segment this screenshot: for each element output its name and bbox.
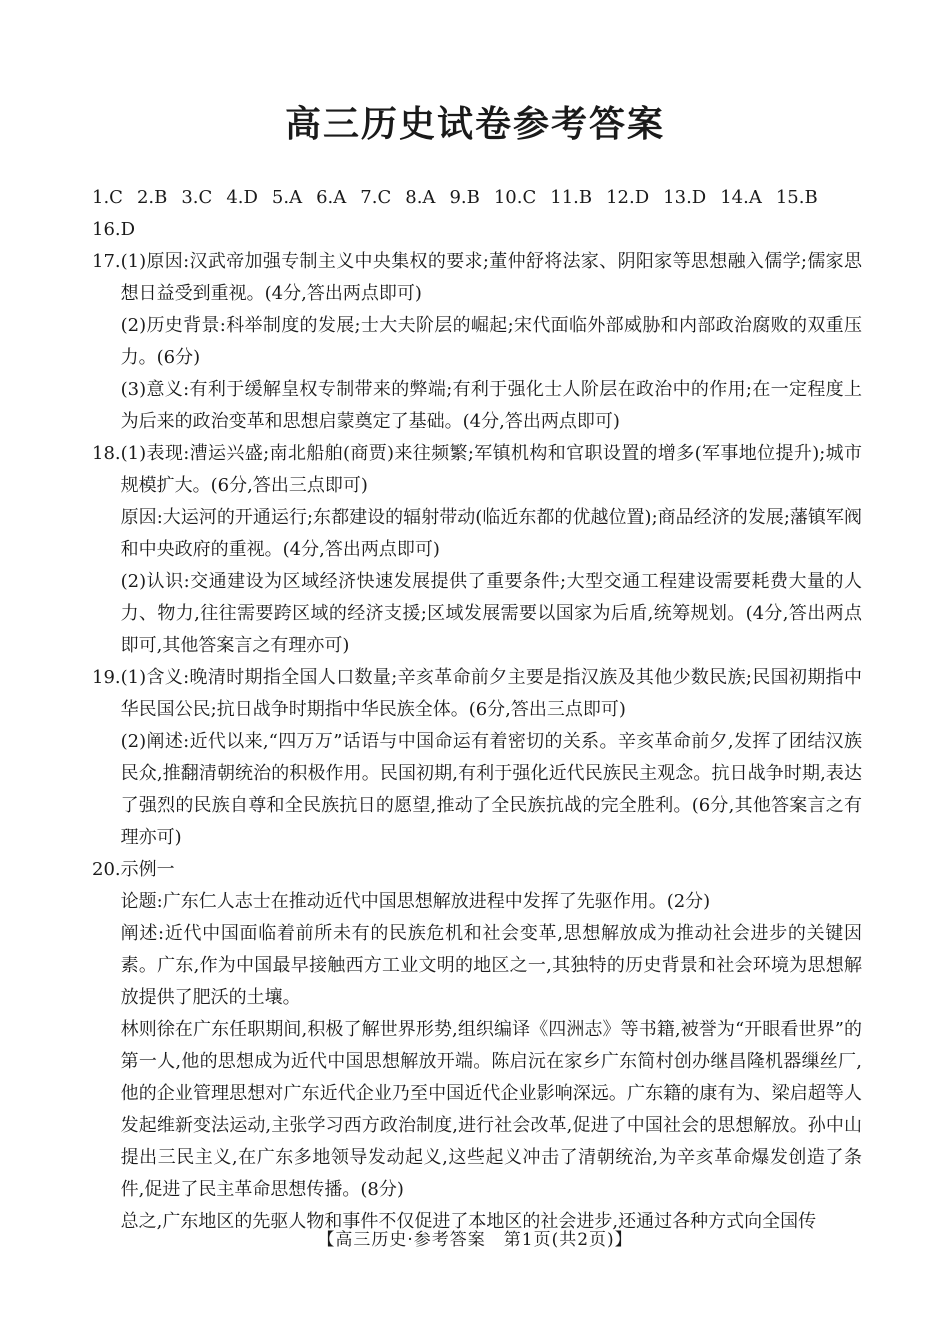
choice-answer: 5.A bbox=[271, 187, 303, 208]
choice-answer: 16.D bbox=[92, 219, 136, 240]
answer-paragraph: (3)意义:有利于缓解皇权专制带来的弊端;有利于强化士人阶层在政治中的作用;在一定程度上为后来的政治变革和思想启蒙奠定了基础。(4分,答出两点即可) bbox=[120, 379, 862, 432]
choice-answer: 15.B bbox=[775, 187, 818, 208]
choice-answer: 4.D bbox=[226, 187, 258, 208]
choice-answer: 3.C bbox=[181, 187, 213, 208]
answer-paragraph: 阐述:近代中国面临着前所未有的民族危机和社会变革,思想解放成为推动社会进步的关键因素。广东,作为中国最早接触西方工业文明的地区之一,其独特的历史背景和社会环境为思想解放提供了肥沃的土壤。 bbox=[120, 923, 862, 1008]
choice-answer: 7.C bbox=[360, 187, 392, 208]
question-19 bbox=[92, 662, 862, 854]
choice-answer: 6.A bbox=[316, 187, 347, 208]
answer-paragraph: 论题:广东仁人志士在推动近代中国思想解放进程中发挥了先驱作用。(2分) bbox=[120, 891, 711, 912]
question-18 bbox=[92, 438, 862, 662]
choice-answers bbox=[92, 182, 862, 246]
choice-answer: 8.A bbox=[405, 187, 436, 208]
question-17 bbox=[92, 246, 862, 438]
answer-paragraph: (1)表现:漕运兴盛;南北船舶(商贾)来往频繁;军镇机构和官职设置的增多(军事地位提升);城市规模扩大。(6分,答出三点即可) bbox=[120, 443, 862, 496]
answer-content bbox=[92, 182, 862, 1238]
question-number: 17. bbox=[92, 251, 121, 272]
choice-answer: 12.D bbox=[606, 187, 650, 208]
question-number: 18. bbox=[92, 443, 121, 464]
choice-answer: 9.B bbox=[449, 187, 480, 208]
question-number: 19. bbox=[92, 667, 121, 688]
answer-paragraph: (2)认识:交通建设为区域经济快速发展提供了重要条件;大型交通工程建设需要耗费大量的人力、物力,往往需要跨区域的经济支援;区域发展需要以国家为后盾,统筹规划。(4分,答出两点即可,其他答案言之有理亦可) bbox=[120, 571, 862, 656]
choice-answer: 10.C bbox=[493, 187, 537, 208]
page-title: 高三历史试卷参考答案 bbox=[284, 104, 665, 145]
example-heading: 示例一 bbox=[120, 859, 175, 880]
answer-paragraph: 原因:大运河的开通运行;东都建设的辐射带动(临近东都的优越位置);商品经济的发展;藩镇军阀和中央政府的重视。(4分,答出两点即可) bbox=[120, 507, 862, 560]
answer-paragraph: 总之,广东地区的先驱人物和事件不仅促进了本地区的社会进步,还通过各种方式向全国传 bbox=[120, 1211, 817, 1232]
question-number: 20. bbox=[92, 859, 121, 880]
choice-answer: 2.B bbox=[136, 187, 168, 208]
answer-paragraph: (1)含义:晚清时期指全国人口数量;辛亥革命前夕主要是指汉族及其他少数民族;民国初期指中华民国公民;抗日战争时期指中华民族全体。(6分,答出三点即可) bbox=[120, 667, 862, 720]
choice-answer: 14.A bbox=[720, 187, 762, 208]
question-20 bbox=[92, 854, 862, 1238]
choice-answer: 13.D bbox=[663, 187, 707, 208]
answer-paragraph: 林则徐在广东任职期间,积极了解世界形势,组织编译《四洲志》等书籍,被誉为“开眼看世界”的第一人,他的思想成为近代中国思想解放开端。陈启沅在家乡广东简村创办继昌隆机器缫丝厂,他的企业管理思想对广东近代企业乃至中国近代企业影响深远。广东籍的康有为、梁启超等人发起维新变法运动,主张学习西方政治制度,进行社会改革,促进了中国社会的思想解放。孙中山提出三民主义,在广东多地领导发动起义,这些起义冲击了清朝统治,为辛亥革命爆发创造了条件,促进了民主革命思想传播。(8分) bbox=[120, 1019, 862, 1200]
answer-paragraph: (2)阐述:近代以来,“四万万”话语与中国命运有着密切的关系。辛亥革命前夕,发挥了团结汉族民众,推翻清朝统治的积极作用。民国初期,有利于强化近代民族民主观念。抗日战争时期,表达了强烈的民族自尊和全民族抗日的愿望,推动了全民族抗战的完全胜利。(6分,其他答案言之有理亦可) bbox=[120, 731, 862, 848]
choice-answer: 11.B bbox=[550, 187, 593, 208]
answer-paragraph: (2)历史背景:科举制度的发展;士大夫阶层的崛起;宋代面临外部威胁和内部政治腐败的双重压力。(6分) bbox=[120, 315, 862, 368]
answer-paragraph: (1)原因:汉武帝加强专制主义中央集权的要求;董仲舒将法家、阴阳家等思想融入儒学;儒家思想日益受到重视。(4分,答出两点即可) bbox=[120, 251, 862, 304]
choice-answer: 1.C bbox=[92, 187, 123, 208]
page-footer: 【高三历史·参考答案 第1页(共2页)】 bbox=[317, 1230, 633, 1250]
